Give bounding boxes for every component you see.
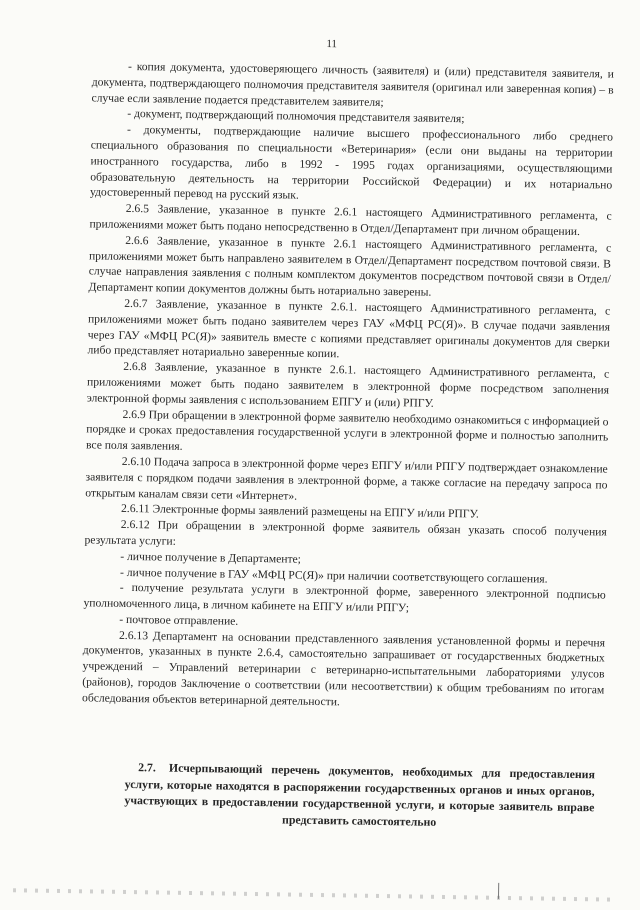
paragraph: 2.6.6 Заявление, указанное в пункте 2.6.1 настоящего Административного регламента, с приложениями может быть направлено заявителем в Отдел/Департамент посредством почтовой связи. В случае направления заявления с полным комплектом документов посредством почтовой связи в Отдел/Департамент копии документов должны быть нотариально заверены. bbox=[88, 233, 612, 299]
document-body bbox=[82, 58, 614, 714]
paragraph: 2.6.11 Электронные формы заявлений размещены на ЕПГУ и/или РПГУ. bbox=[120, 502, 479, 521]
paragraph: - почтовое отправление. bbox=[119, 612, 239, 628]
section-number: 2.7. bbox=[138, 760, 156, 775]
section-title: Исчерпывающий перечень документов, необходимых для предоставления услуги, которые находятся в распоряжении государственных органов и иных органов, участвующих в предоставлении государственной услуги, и которые заявитель вправе представить самостоятельно bbox=[124, 760, 596, 829]
paragraph: - получение результата услуги в электронной форме, заверенного электронной подписью уполномоченного лица, в личном кабинете на ЕПГУ и/или РПГУ; bbox=[83, 581, 606, 615]
paragraph: - документы, подтверждающие наличие высшего профессионального либо среднего специального образования по специальности «Ветеринария» (если они выданы на территории иностранного государства, либо в 1992 - 1995 годах организациями, осуществляющими образовательную деятельность на территории Российской Федерации) и их нотариально удостоверенный перевод на русский язык. bbox=[89, 123, 614, 203]
paragraph: 2.6.13 Департамент на основании представленного заявления установленной формы и перечня документов, указанных в пункте 2.6.4, самостоятельно запрашивает от государственных бюджетных учреждений – Управлений ветеринарии с ветеринарно-испытательными лабораториями улусов (районов), городов Заключение о соответствии (или несоответствии) к общим требованиям по итогам обследования объектов ветеринарной деятельности. bbox=[81, 628, 606, 709]
scan-artifact-line bbox=[13, 888, 613, 901]
paragraph: 2.6.7 Заявление, указанное в пункте 2.6.1. настоящего Административного регламента, с приложениями может быть подано заявителем через ГАУ «МФЦ РС(Я)». В случае подачи заявления через ГАУ «МФЦ РС(Я)» заявитель вместе с копиями представляет оригиналы документов для сверки либо представляет нотариально заверенные копии. bbox=[87, 296, 611, 361]
paragraph: - документ, подтверждающий полномочия представителя заявителя; bbox=[127, 107, 465, 126]
paragraph: - личное получение в ГАУ «МФЦ РС(Я)» при наличии соответствующего соглашения. bbox=[119, 565, 548, 586]
paragraph: 2.6.10 Подача запроса в электронной форме через ЕПГУ и/или РПГУ подтверждает ознакомление заявителя с порядком подачи заявления в электронной форме, а также согласие на передачу запроса по открытым каналам связи сети «Интернет». bbox=[85, 454, 608, 503]
paragraph: - копия документа, удостоверяющего личность (заявителя) и (или) представителя заявителя, и документа, подтверждающего полномочия представителя заявителя (оригинал или заверенная копия) – в случае если заявление подается представителем заявителя; bbox=[91, 59, 615, 109]
section-heading bbox=[124, 759, 595, 832]
paragraph: 2.6.8 Заявление, указанное в пункте 2.6.1. настоящего Административного регламента, с приложениями может быть подано заявителем в электронной форме посредством заполнения электронной формы заявления с использованием ЕПГУ и (или) РПГУ. bbox=[86, 360, 610, 410]
paragraph: - личное получение в Департаменте; bbox=[120, 549, 302, 566]
paragraph: 2.6.9 При обращении в электронной форме заявителю необходимо ознакомиться с информацией о порядке и сроках предоставления государственной услуги в электронной форме и полностью заполнить все поля заявления. bbox=[85, 407, 609, 453]
paragraph: 2.6.12 При обращении в электронной форме заявитель обязан указать способ получения результата услуги: bbox=[84, 517, 607, 548]
paragraph: 2.6.5 Заявление, указанное в пункте 2.6.1 настоящего Административного регламента, с приложениями может быть подано непосредственно в Отдел/Департамент при личном обращении. bbox=[89, 202, 612, 239]
page-number: 11 bbox=[326, 38, 338, 51]
